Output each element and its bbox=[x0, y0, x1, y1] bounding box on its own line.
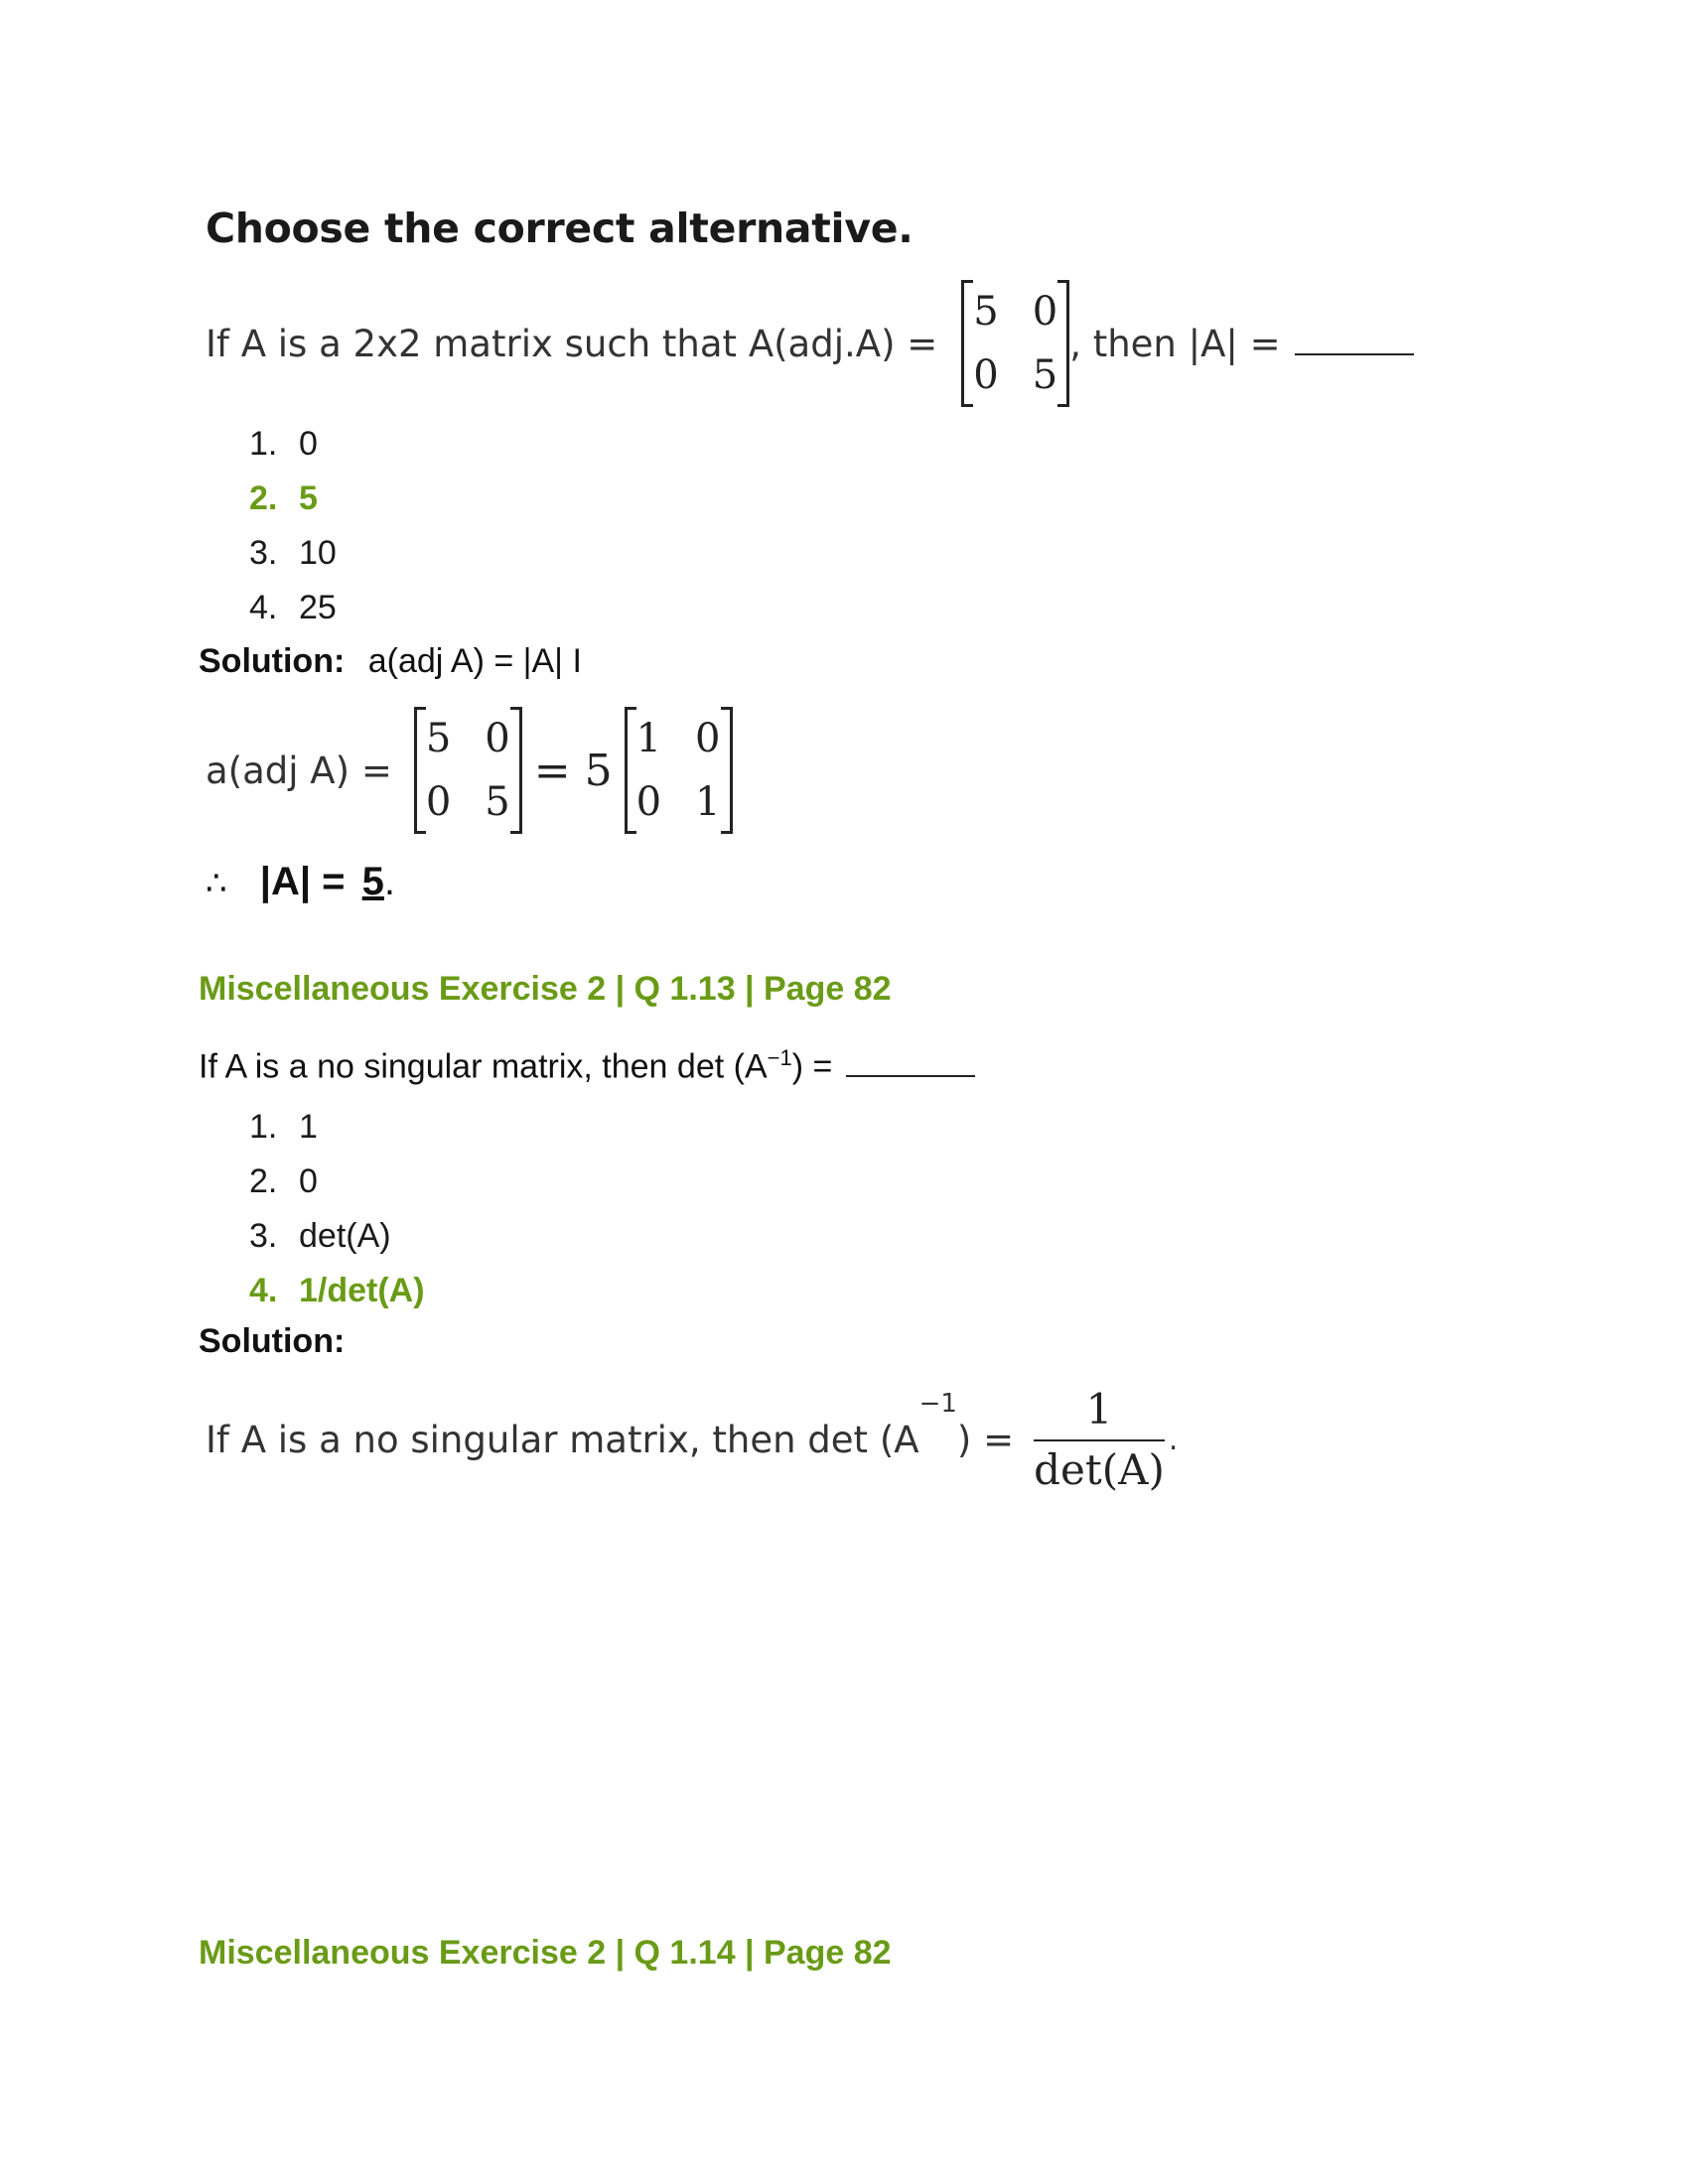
fraction-denominator: det(A) bbox=[1034, 1445, 1165, 1494]
answer-blank bbox=[846, 1074, 975, 1077]
matrix-cell: 0 bbox=[635, 779, 662, 825]
question-2 bbox=[199, 1045, 975, 1086]
matrix-cell: 5 bbox=[973, 289, 999, 335]
question-1-matrix bbox=[961, 280, 1069, 407]
solution-2-prefix: If A is a no singular matrix, then det (A bbox=[206, 1418, 919, 1461]
option-4: 4. 25 bbox=[249, 589, 337, 626]
option-1: 1. 1 bbox=[249, 1108, 318, 1146]
solution-2-line bbox=[199, 1322, 345, 1361]
solution-1-text: a(adj A) = |A| I bbox=[367, 642, 582, 680]
solution-label: Solution: bbox=[199, 642, 346, 680]
result-period: . bbox=[383, 860, 396, 903]
matrix-cell: 1 bbox=[635, 716, 662, 761]
matrix-cell: 5 bbox=[485, 779, 510, 825]
question-2-sup: −1 bbox=[767, 1045, 792, 1070]
result-lhs: |A| = bbox=[259, 860, 346, 903]
matrix-cell: 0 bbox=[695, 716, 721, 761]
question-1-suffix: , then |A| = bbox=[1069, 322, 1281, 365]
matrix-cell: 5 bbox=[425, 716, 452, 761]
therefore-symbol: ∴ bbox=[206, 864, 227, 903]
matrix-cell: 1 bbox=[695, 779, 721, 825]
matrix-cell: 0 bbox=[425, 779, 452, 825]
question-2-options bbox=[249, 1100, 425, 1318]
option-3: 3. det(A) bbox=[249, 1217, 391, 1255]
equation-lhs: a(adj A) = bbox=[206, 749, 392, 792]
solution-2-equation bbox=[206, 1385, 1178, 1494]
equation-matrix-1 bbox=[414, 707, 522, 834]
option-4-correct: 4. 1/det(A) bbox=[249, 1272, 425, 1309]
equation-mid: = 5 bbox=[533, 745, 613, 796]
section-heading-q1-14: Miscellaneous Exercise 2 | Q 1.14 | Page 82 bbox=[199, 1934, 892, 1972]
solution-1-result bbox=[206, 860, 395, 904]
instruction-heading: Choose the correct alternative. bbox=[206, 205, 914, 252]
solution-label: Solution: bbox=[199, 1322, 346, 1360]
question-2-prefix: If A is a no singular matrix, then det (A bbox=[199, 1047, 768, 1086]
solution-2-sup: −1 bbox=[918, 1389, 957, 1419]
section-heading-q1-13: Miscellaneous Exercise 2 | Q 1.13 | Page 82 bbox=[199, 970, 892, 1008]
solution-1-equation bbox=[206, 707, 733, 834]
option-2-correct: 2. 5 bbox=[249, 479, 318, 517]
matrix-cell: 0 bbox=[1032, 289, 1058, 335]
question-1-prefix: If A is a 2x2 matrix such that A(adj.A) = bbox=[206, 322, 938, 365]
option-1: 1. 0 bbox=[249, 425, 318, 463]
solution-1-line bbox=[199, 642, 582, 681]
result-value: 5 bbox=[361, 860, 384, 903]
question-1-options bbox=[249, 417, 337, 635]
option-3: 3. 10 bbox=[249, 534, 337, 572]
answer-blank bbox=[1295, 352, 1414, 355]
equation-period: . bbox=[1168, 1422, 1179, 1457]
fraction-numerator: 1 bbox=[1085, 1385, 1113, 1433]
fraction bbox=[1034, 1385, 1165, 1494]
question-2-suffix: ) = bbox=[791, 1047, 833, 1086]
question-1 bbox=[206, 280, 1414, 407]
matrix-cell: 0 bbox=[485, 716, 510, 761]
matrix-cell: 0 bbox=[973, 352, 999, 398]
option-2: 2. 0 bbox=[249, 1162, 318, 1200]
solution-2-suffix: ) = bbox=[956, 1418, 1015, 1461]
matrix-cell: 5 bbox=[1032, 352, 1058, 398]
equation-matrix-2 bbox=[625, 707, 733, 834]
